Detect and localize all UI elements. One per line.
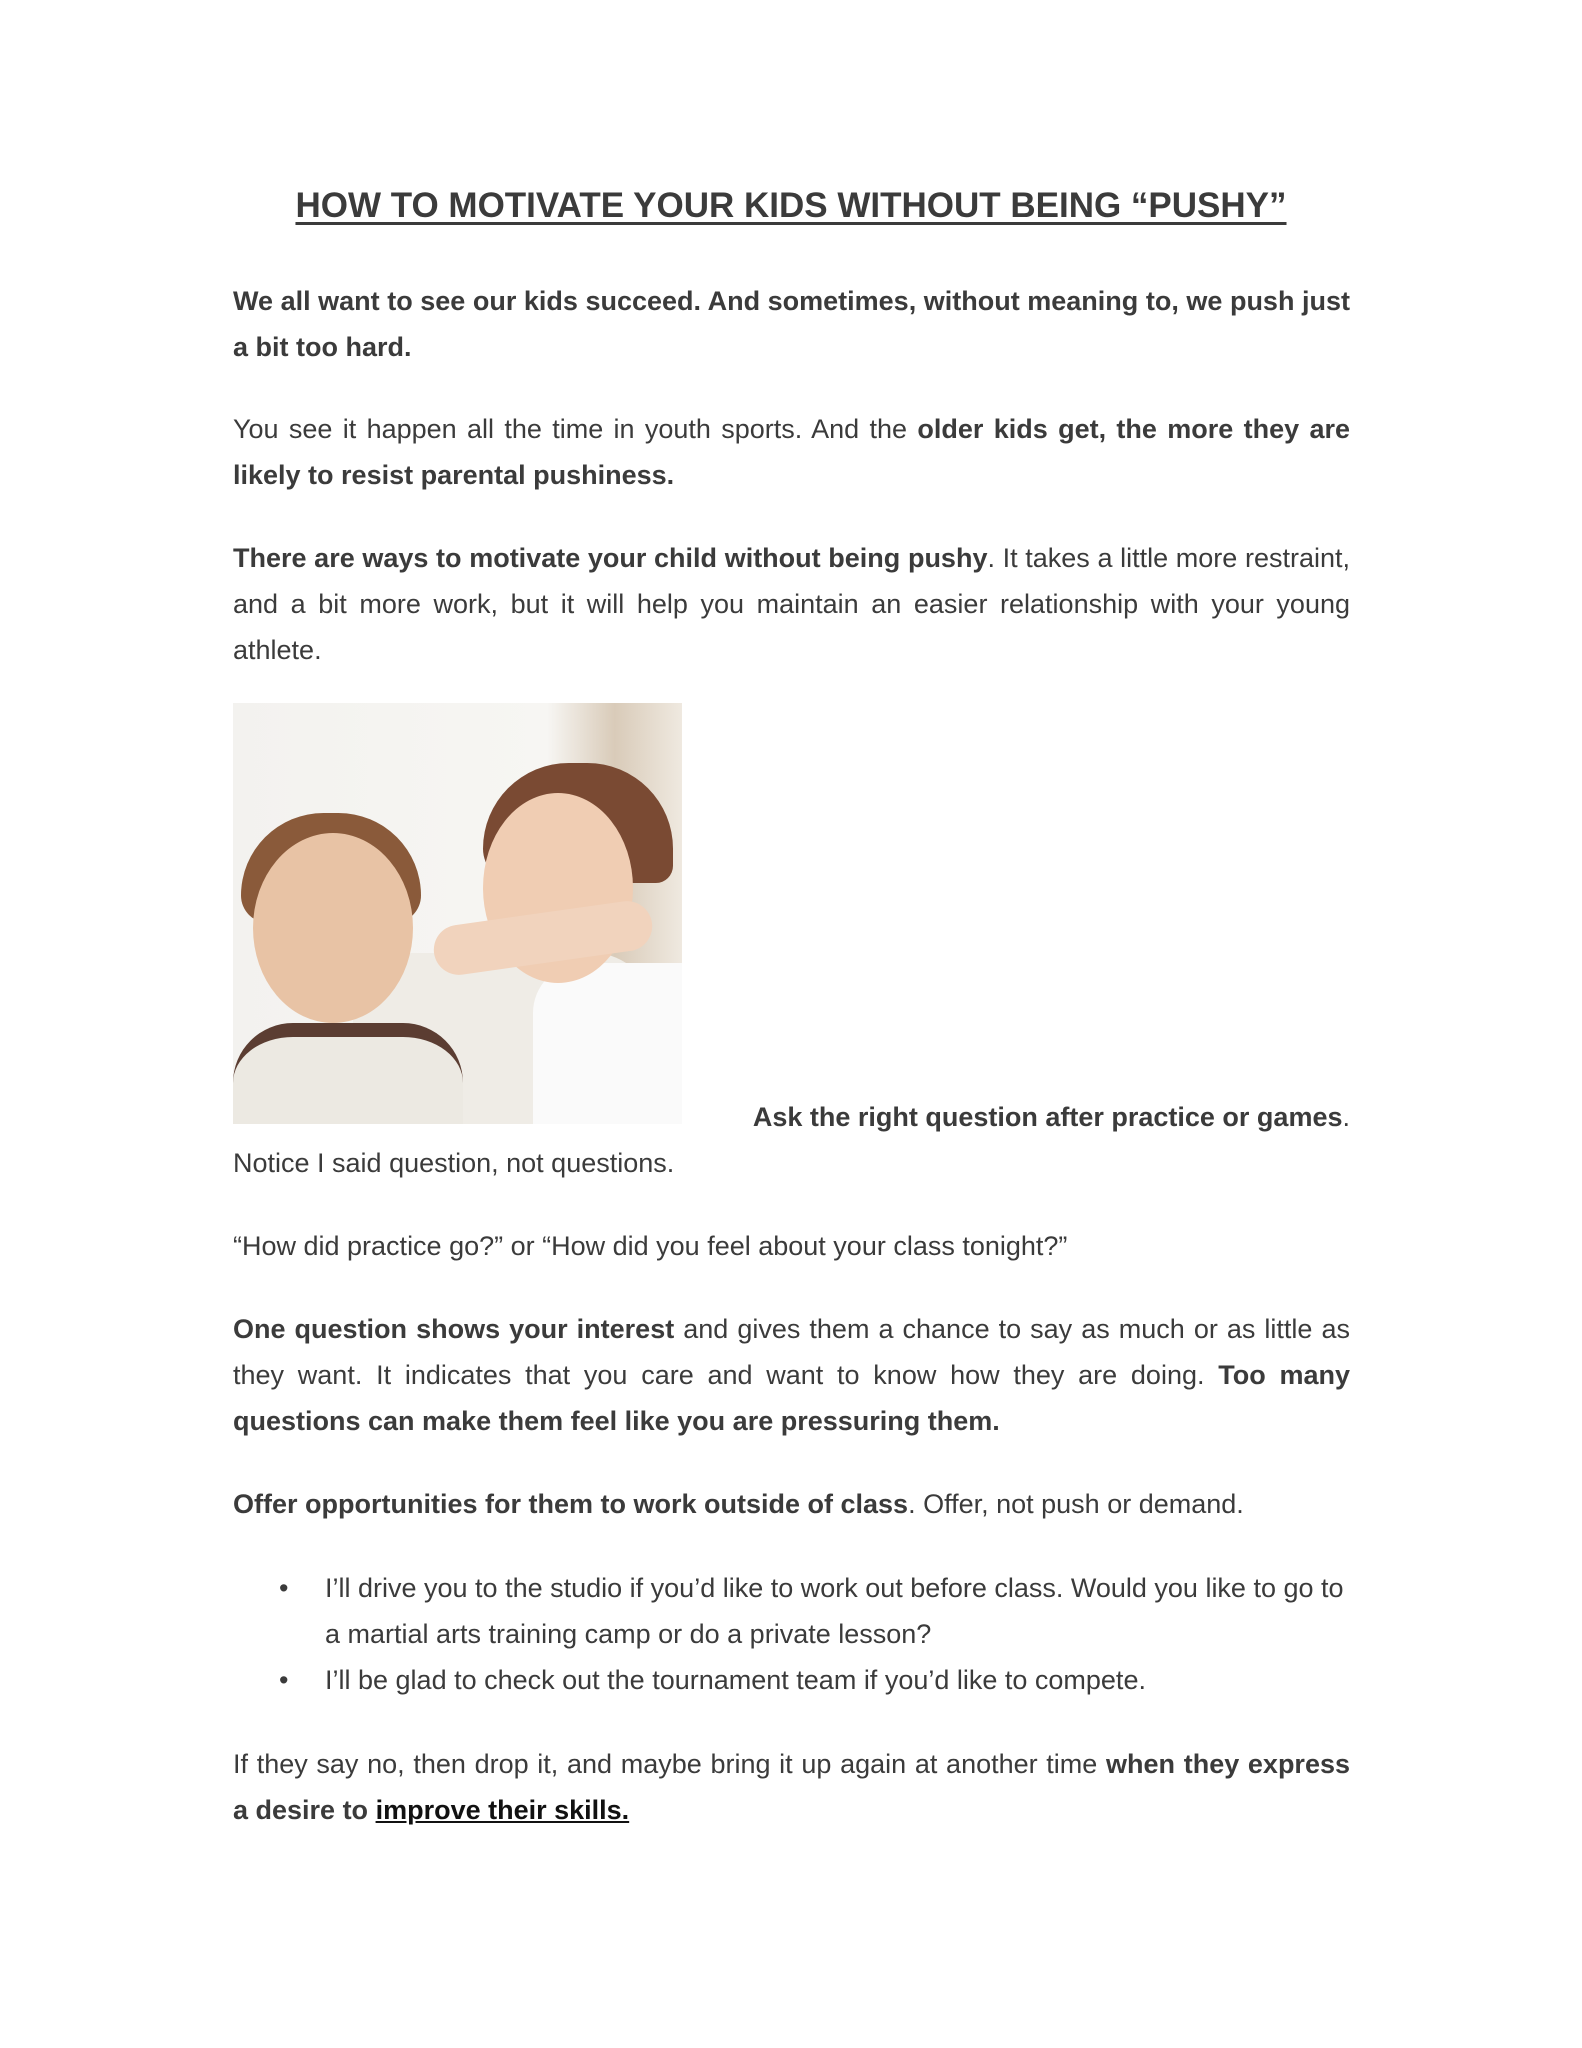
mother-child-photo xyxy=(233,703,682,1124)
notice-text: Notice I said question, not questions. xyxy=(233,1148,675,1178)
ask-heading: Ask the right question after practice or games. xyxy=(752,1102,1350,1132)
improve-skills-link[interactable]: improve their skills. xyxy=(375,1795,630,1825)
bullet-icon: • xyxy=(279,1665,289,1695)
example-quote: “How did practice go?” or “How did you feel about your class tonight?” xyxy=(233,1231,1068,1261)
paragraph-offer: Offer opportunities for them to work outside of class. Offer, not push or demand. xyxy=(233,1489,1244,1519)
bullet-icon: • xyxy=(279,1573,289,1603)
paragraph-closing: If they say no, then drop it, and maybe bring it up again at another time when they express a desire to improve their skills. xyxy=(233,1749,1350,1825)
paragraph-ways: There are ways to motivate your child without being pushy. It takes a little more restraint, and a bit more work, but it will help you maintain an easier relationship with your young athlete. xyxy=(233,543,1350,665)
paragraph-youth-sports: You see it happen all the time in youth sports. And the older kids get, the more they are likely to resist parental pushiness. xyxy=(233,414,1350,490)
list-item: • I’ll drive you to the studio if you’d like to work out before class. Would you like to go to a martial arts training camp or do a private lesson? xyxy=(233,1565,1350,1657)
paragraph-one-question: One question shows your interest and gives them a chance to say as much or as little as they want. It indicates that you care and want to know how they are doing. Too many questions can make them feel like you are pressuring them. xyxy=(233,1314,1350,1436)
intro-paragraph: We all want to see our kids succeed. And sometimes, without meaning to, we push just a bit too hard. xyxy=(233,286,1350,362)
page-title: HOW TO MOTIVATE YOUR KIDS WITHOUT BEING “PUSHY” xyxy=(295,186,1287,225)
offer-list xyxy=(233,1565,1350,1703)
list-item: • I’ll be glad to check out the tournament team if you’d like to compete. xyxy=(233,1657,1350,1703)
